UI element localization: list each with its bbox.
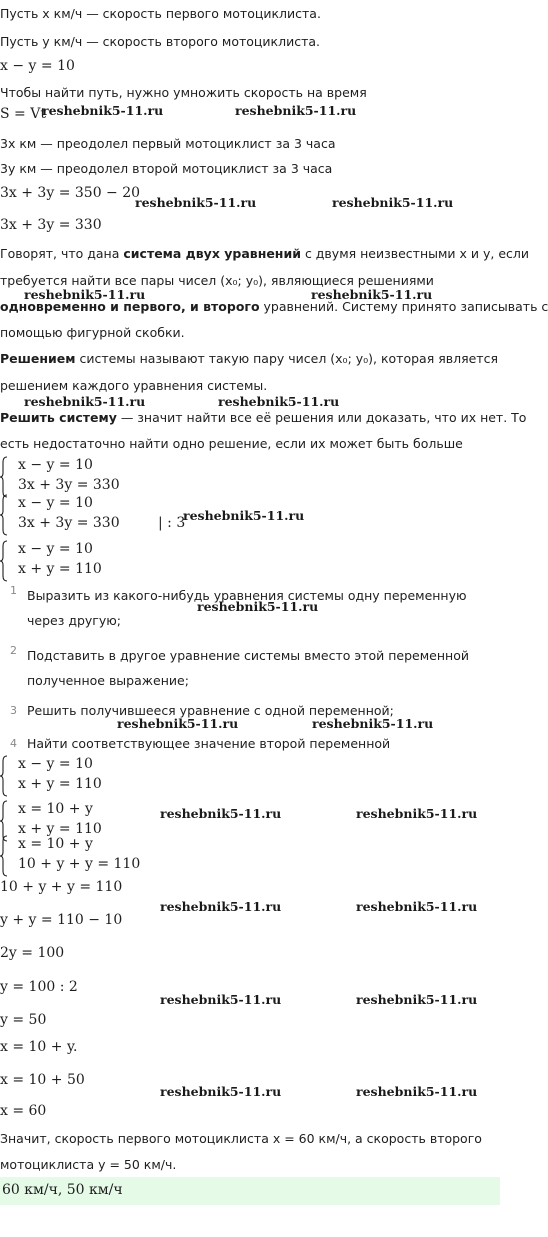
- answer-text: 60 км/ч, 50 км/ч: [2, 1182, 123, 1198]
- watermark: reshebnik5-11.ru: [24, 394, 146, 409]
- paragraph-line: требуется найти все пары чисел (x₀; y₀), являющиеся решениями: [0, 273, 434, 288]
- equation: 10 + y + y = 110: [0, 879, 123, 895]
- system-row: x = 10 + y: [18, 836, 93, 852]
- equation: 3x + 3y = 350 − 20: [0, 185, 141, 201]
- system-row: x + y = 110: [18, 776, 102, 792]
- system-row: 10 + y + y = 110: [18, 856, 141, 872]
- watermark: reshebnik5-11.ru: [117, 716, 239, 731]
- watermark: reshebnik5-11.ru: [356, 992, 478, 1007]
- watermark: reshebnik5-11.ru: [356, 899, 478, 914]
- text-line: 3x км — преодолел первый мотоциклист за 3 часа: [0, 136, 336, 151]
- equation: x = 10 + y.: [0, 1039, 78, 1055]
- paragraph-line: Решить систему — значит найти все её решения или доказать, что их нет. То: [0, 410, 527, 425]
- watermark: reshebnik5-11.ru: [24, 287, 146, 302]
- equation: y = 50: [0, 1012, 47, 1028]
- brace-icon: [0, 494, 8, 536]
- equation-system: [0, 456, 300, 498]
- system-row: x = 10 + y: [18, 801, 93, 817]
- watermark: reshebnik5-11.ru: [356, 1084, 478, 1099]
- brace-icon: [0, 835, 8, 877]
- text-line: Пусть x км/ч — скорость первого мотоциклиста.: [0, 6, 321, 21]
- watermark: reshebnik5-11.ru: [160, 899, 282, 914]
- equation: y + y = 110 − 10: [0, 912, 123, 928]
- text-line: Чтобы найти путь, нужно умножить скорость на время: [0, 85, 367, 100]
- paragraph-line: одновременно и первого, и второго уравнений. Систему принято записывать с: [0, 299, 548, 314]
- watermark: reshebnik5-11.ru: [218, 394, 340, 409]
- text-line: 3y км — преодолел второй мотоциклист за 3 часа: [0, 161, 333, 176]
- watermark: reshebnik5-11.ru: [312, 716, 434, 731]
- equation-system: [0, 835, 300, 877]
- equation: y = 100 : 2: [0, 979, 78, 995]
- watermark: reshebnik5-11.ru: [42, 103, 164, 118]
- brace-icon: [0, 540, 8, 582]
- paragraph-line: Решением системы называют такую пару чисел (x₀; y₀), которая является: [0, 351, 498, 366]
- system-row: x + y = 110: [18, 821, 102, 837]
- system-row: x + y = 110: [18, 561, 102, 577]
- text-line: Пусть y км/ч — скорость второго мотоциклиста.: [0, 34, 320, 49]
- list-item: 1 Выразить из какого-нибудь уравнения системы одну переменную через другую;: [10, 584, 467, 628]
- brace-icon: [0, 456, 8, 498]
- conclusion-line: мотоциклиста y = 50 км/ч.: [0, 1157, 177, 1172]
- watermark: reshebnik5-11.ru: [332, 195, 454, 210]
- system-row: x − y = 10: [18, 541, 93, 557]
- watermark: reshebnik5-11.ru: [197, 599, 319, 614]
- equation: x − y = 10: [0, 58, 75, 74]
- equation-system: [0, 540, 300, 582]
- paragraph-line: решением каждого уравнения системы.: [0, 378, 268, 393]
- watermark: reshebnik5-11.ru: [311, 287, 433, 302]
- watermark: reshebnik5-11.ru: [160, 1084, 282, 1099]
- paragraph-line: помощью фигурной скобки.: [0, 325, 185, 340]
- watermark: reshebnik5-11.ru: [235, 103, 357, 118]
- list-item: 3 Решить получившееся уравнение с одной переменной;: [10, 703, 394, 718]
- list-item: 4 Найти соответствующее значение второй переменной: [10, 736, 391, 751]
- paragraph-line: есть недостаточно найти одно решение, если их может быть больше: [0, 436, 463, 451]
- equation: 2y = 100: [0, 945, 65, 961]
- system-row: 3x + 3y = 330: [18, 477, 120, 493]
- equation: x = 10 + 50: [0, 1072, 85, 1088]
- equation-system: [0, 755, 300, 797]
- system-row: x − y = 10: [18, 495, 93, 511]
- list-item: 2 Подставить в другое уравнение системы вместо этой переменной полученное выражение;: [10, 644, 469, 688]
- equation: S = Vt: [0, 106, 46, 122]
- divide-note: | : 3: [158, 515, 186, 531]
- watermark: reshebnik5-11.ru: [135, 195, 257, 210]
- equation: x = 60: [0, 1103, 47, 1119]
- paragraph-line: Говорят, что дана система двух уравнений с двумя неизвестными x и y, если: [0, 246, 530, 261]
- watermark: reshebnik5-11.ru: [183, 508, 305, 523]
- watermark: reshebnik5-11.ru: [160, 992, 282, 1007]
- brace-icon: [0, 755, 8, 797]
- watermark: reshebnik5-11.ru: [160, 806, 282, 821]
- watermark: reshebnik5-11.ru: [356, 806, 478, 821]
- system-row: 3x + 3y = 330: [18, 515, 120, 531]
- system-row: x − y = 10: [18, 756, 93, 772]
- answer-box: [0, 1177, 500, 1205]
- system-row: x − y = 10: [18, 457, 93, 473]
- equation: 3x + 3y = 330: [0, 217, 102, 233]
- conclusion-line: Значит, скорость первого мотоциклиста x = 60 км/ч, а скорость второго: [0, 1131, 482, 1146]
